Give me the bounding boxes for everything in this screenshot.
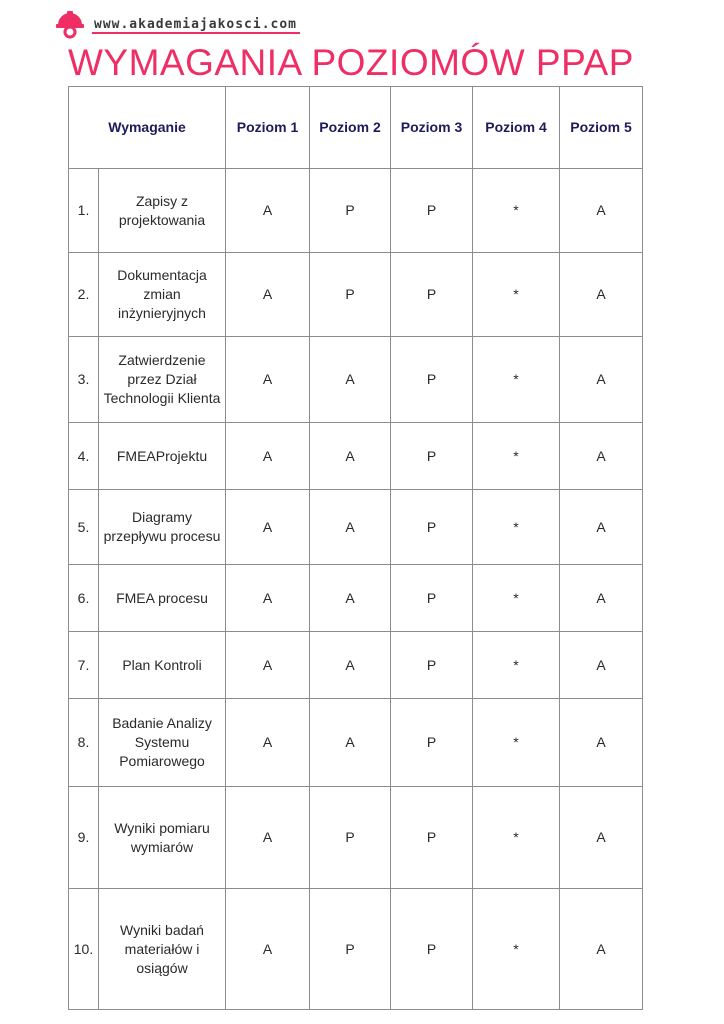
level-4-value: *: [473, 565, 560, 632]
level-4-value: *: [473, 699, 560, 787]
level-3-value: P: [391, 632, 473, 699]
table-row: [69, 787, 643, 889]
level-4-value: *: [473, 423, 560, 490]
table-row: [69, 337, 643, 423]
url-underline: [92, 32, 300, 34]
requirement-name: Plan Kontroli: [99, 632, 226, 699]
requirement-name: Badanie Analizy Systemu Pomiarowego: [99, 699, 226, 787]
level-2-value: A: [310, 490, 391, 565]
level-1-value: A: [226, 787, 310, 889]
level-1-value: A: [226, 565, 310, 632]
level-3-value: P: [391, 565, 473, 632]
row-number: 2.: [69, 253, 99, 337]
ppap-requirements-table: [68, 86, 643, 1010]
level-3-value: P: [391, 169, 473, 253]
requirement-name: Diagramy przepływu procesu: [99, 490, 226, 565]
table-row: [69, 169, 643, 253]
requirement-name: Wyniki badań materiałów i osiągów: [99, 889, 226, 1010]
table-row: [69, 889, 643, 1010]
table-header-row: [69, 87, 643, 169]
site-url[interactable]: www.akademiajakosci.com: [94, 16, 298, 32]
table-row: [69, 699, 643, 787]
level-3-value: P: [391, 787, 473, 889]
table-row: [69, 565, 643, 632]
level-3-value: P: [391, 889, 473, 1010]
level-4-value: *: [473, 889, 560, 1010]
level-5-value: A: [560, 337, 643, 423]
level-1-value: A: [226, 169, 310, 253]
table-row: [69, 632, 643, 699]
table-row: [69, 423, 643, 490]
header-level-3: Poziom 3: [391, 87, 473, 169]
level-2-value: A: [310, 699, 391, 787]
row-number: 10.: [69, 889, 99, 1010]
header-level-1: Poziom 1: [226, 87, 310, 169]
row-number: 1.: [69, 169, 99, 253]
level-5-value: A: [560, 889, 643, 1010]
level-5-value: A: [560, 632, 643, 699]
table-row: [69, 490, 643, 565]
header-level-5: Poziom 5: [560, 87, 643, 169]
header-level-2: Poziom 2: [310, 87, 391, 169]
requirement-name: FMEA procesu: [99, 565, 226, 632]
level-2-value: A: [310, 632, 391, 699]
page-title: WYMAGANIA POZIOMÓW PPAP: [68, 42, 634, 83]
row-number: 4.: [69, 423, 99, 490]
level-2-value: A: [310, 337, 391, 423]
row-number: 3.: [69, 337, 99, 423]
requirement-name: Wyniki pomiaru wymiarów: [99, 787, 226, 889]
level-3-value: P: [391, 253, 473, 337]
level-4-value: *: [473, 632, 560, 699]
requirement-name: Dokumentacja zmian inżynieryjnych: [99, 253, 226, 337]
hard-hat-gear-icon: [54, 8, 86, 40]
level-4-value: *: [473, 169, 560, 253]
row-number: 5.: [69, 490, 99, 565]
level-5-value: A: [560, 565, 643, 632]
level-3-value: P: [391, 699, 473, 787]
table-row: [69, 253, 643, 337]
level-5-value: A: [560, 490, 643, 565]
level-3-value: P: [391, 490, 473, 565]
level-5-value: A: [560, 423, 643, 490]
level-2-value: P: [310, 169, 391, 253]
level-2-value: A: [310, 565, 391, 632]
level-2-value: A: [310, 423, 391, 490]
level-5-value: A: [560, 253, 643, 337]
level-2-value: P: [310, 253, 391, 337]
level-1-value: A: [226, 490, 310, 565]
level-1-value: A: [226, 699, 310, 787]
level-2-value: P: [310, 787, 391, 889]
level-4-value: *: [473, 253, 560, 337]
level-4-value: *: [473, 787, 560, 889]
level-1-value: A: [226, 423, 310, 490]
row-number: 7.: [69, 632, 99, 699]
row-number: 8.: [69, 699, 99, 787]
level-5-value: A: [560, 169, 643, 253]
requirement-name: Zapisy z projektowania: [99, 169, 226, 253]
level-4-value: *: [473, 337, 560, 423]
header-level-4: Poziom 4: [473, 87, 560, 169]
header-requirement: Wymaganie: [69, 87, 226, 169]
level-3-value: P: [391, 423, 473, 490]
level-4-value: *: [473, 490, 560, 565]
level-1-value: A: [226, 337, 310, 423]
level-1-value: A: [226, 253, 310, 337]
level-5-value: A: [560, 787, 643, 889]
row-number: 9.: [69, 787, 99, 889]
level-1-value: A: [226, 632, 310, 699]
requirement-name: Zatwierdzenie przez Dział Technologii Klienta: [99, 337, 226, 423]
requirement-name: FMEAProjektu: [99, 423, 226, 490]
level-3-value: P: [391, 337, 473, 423]
level-5-value: A: [560, 699, 643, 787]
level-2-value: P: [310, 889, 391, 1010]
level-1-value: A: [226, 889, 310, 1010]
row-number: 6.: [69, 565, 99, 632]
site-header: [54, 8, 297, 40]
